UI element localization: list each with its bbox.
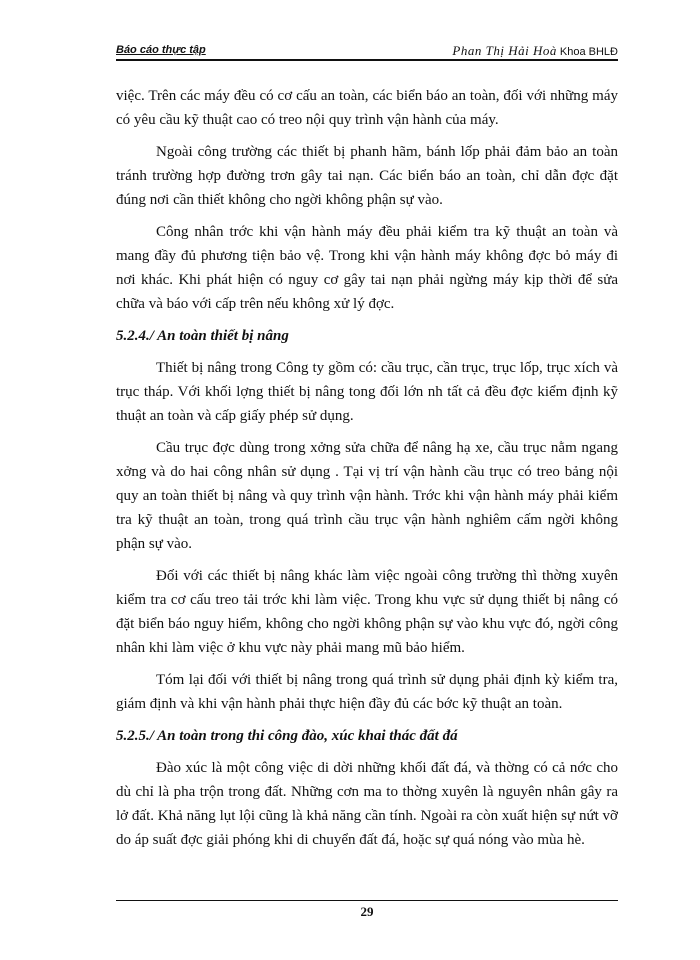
- header-department: Khoa BHLĐ: [556, 46, 618, 58]
- section-heading: 5.2.5./ An toàn trong thi công đào, xúc khai thác đất đá: [116, 728, 458, 744]
- header-author-block: [452, 43, 618, 59]
- page-number: 29: [360, 904, 374, 919]
- footer-rule: [116, 900, 618, 901]
- paragraph: Công nhân trớc khi vận hành máy đều phải kiểm tra kỹ thuật an toàn và mang đầy đủ phương tiện bảo vệ. Trong khi vận hành máy không đợc bỏ máy đi nơi khác. Khi phát hiện có nguy cơ gây tai nạn phải ngừng máy kịp thời để sửa chữa và báo với cấp trên nếu không xử lý đợc.: [116, 224, 618, 312]
- paragraph: Tóm lại đối với thiết bị nâng trong quá trình sử dụng phải định kỳ kiểm tra, giám định và khi vận hành phải thực hiện đầy đủ các bớc kỹ thuật an toàn.: [116, 672, 618, 712]
- paragraph: Ngoài công trường các thiết bị phanh hãm, bánh lốp phải đảm bảo an toàn tránh trường hợp đường trơn gây tai nạn. Các biển báo an toàn, chỉ dẫn đợc đặt đúng nơi cần thiết không cho ngời không phận sự vào.: [116, 144, 618, 208]
- paragraph: việc. Trên các máy đều có cơ cấu an toàn, các biển báo an toàn, đối với những máy có yêu cầu kỹ thuật cao có treo nội quy trình vận hành của máy.: [116, 88, 618, 128]
- paragraph: Đào xúc là một công việc di dời những khối đất đá, và thờng có cả nớc cho dù chỉ là pha trộn trong đất. Những cơn ma to thờng xuyên là nguyên nhân gây ra lở đất. Khả năng lụt lội cũng là khả năng cần tính. Ngoài ra còn xuất hiện sự nứt vỡ do áp suất đợc giải phóng khi di chuyển đất đá, hoặc sự quá nóng vào mùa hè.: [116, 760, 618, 848]
- header-rule: [116, 59, 618, 61]
- section-heading: 5.2.4./ An toàn thiết bị nâng: [116, 328, 289, 344]
- paragraph: Thiết bị nâng trong Công ty gồm có: cầu trục, cần trục, trục lốp, trục xích và trục tháp. Với khối lợng thiết bị nâng tong đối lớn nh tất cả đều đợc kiểm định kỹ thuật an toàn và cấp giấy phép sử dụng.: [116, 360, 618, 424]
- header-author: Phan Thị Hải Hoà: [452, 43, 557, 58]
- paragraph: Đối với các thiết bị nâng khác làm việc ngoài công trường thì thờng xuyên kiểm tra cơ cấu treo tải trớc khi làm việc. Trong khu vực sử dụng thiết bị nâng có đặt biển báo nguy hiểm, không cho ngời không phận sự vào khu vực đó, ngời công nhân khi làm việc ở khu vực này phải mang mũ bảo hiểm.: [116, 568, 618, 656]
- paragraph: Cầu trục đợc dùng trong xởng sửa chữa để nâng hạ xe, cầu trục nằm ngang xởng và do hai công nhân sử dụng . Tại vị trí vận hành cầu trục có treo bảng nội quy an toàn thiết bị nâng và quy trình vận hành. Trớc khi vận hành máy phải kiểm tra kỹ thuật an toàn, trong quá trình cầu trục vận hành nghiêm cấm ngời không phận sự vào.: [116, 440, 618, 552]
- page-header: [116, 40, 618, 60]
- header-report-title: Báo cáo thực tập: [116, 44, 206, 56]
- page-body: [116, 84, 618, 860]
